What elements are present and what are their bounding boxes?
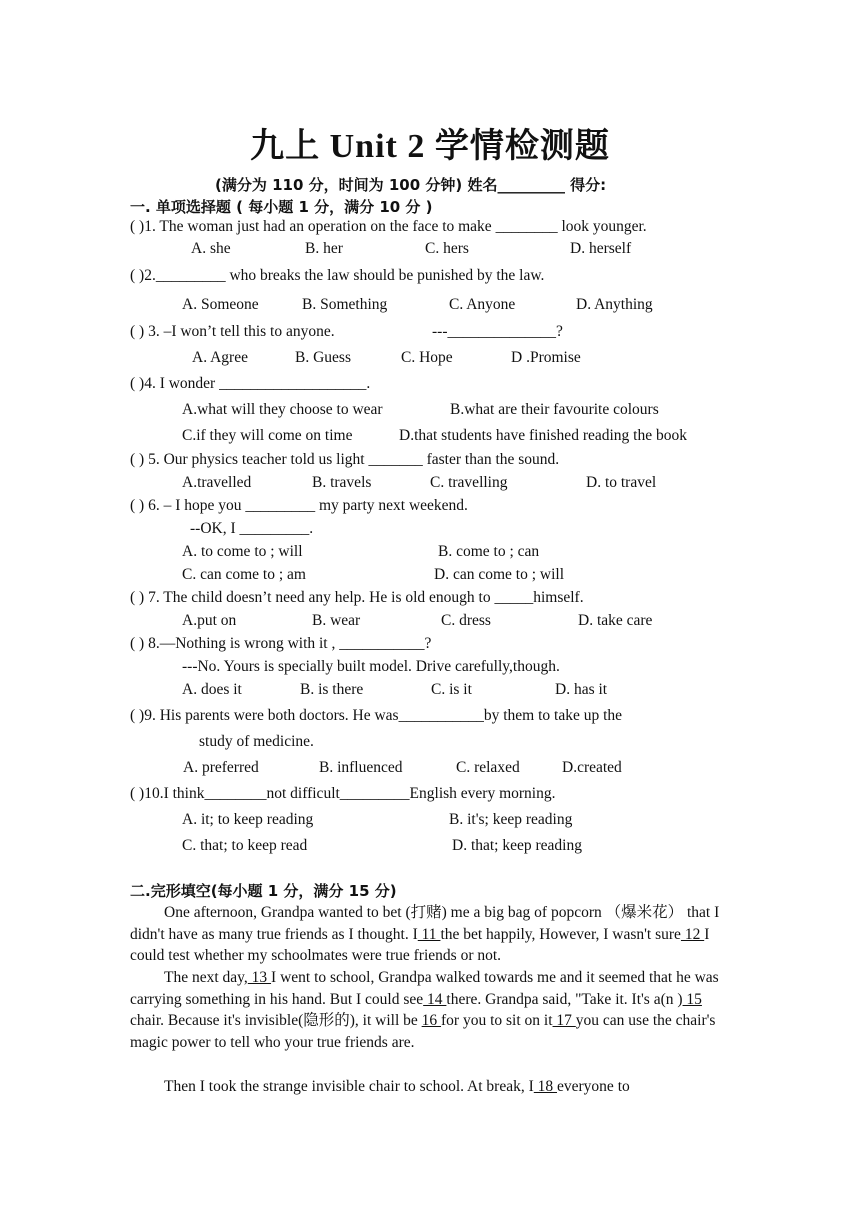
option-b: B. wear	[312, 612, 361, 629]
option-b: B. travels	[312, 474, 372, 491]
option-c: C. Hope	[401, 349, 453, 366]
cloze-paragraph	[130, 1076, 732, 1098]
option-a: A. she	[191, 240, 231, 257]
question-stem: ( ) 7. The child doesn’t need any help. He is old enough to _____himself.	[130, 589, 584, 606]
cloze-text: for you to sit on it	[441, 1012, 553, 1029]
option-d: D. can come to ; will	[434, 566, 564, 583]
page-title: 九上 Unit 2 学情检测题	[250, 128, 610, 165]
option-b: B. Guess	[295, 349, 351, 366]
question-stem: ( ) 3. –I won’t tell this to anyone.	[130, 323, 335, 340]
question-stem: ( )4. I wonder ___________________.	[130, 375, 371, 392]
cloze-text: I could test whether my schoolmates were true friends or not.	[130, 925, 710, 964]
option-b: B. influenced	[319, 759, 403, 776]
option-c: C. travelling	[430, 474, 508, 491]
option-c: C. that; to keep read	[182, 837, 308, 854]
cloze-blank: 16	[421, 1012, 442, 1029]
cloze-paragraph	[130, 902, 732, 967]
question-stem: ( )2._________ who breaks the law should be punished by the law.	[130, 267, 545, 284]
option-a: A. does it	[182, 681, 242, 698]
question-stem: ( ) 5. Our physics teacher told us light _______ faster than the sound.	[130, 451, 560, 468]
option-d: D. take care	[578, 612, 653, 629]
cloze-text: The next day,	[164, 969, 248, 986]
option-a: A. it; to keep reading	[182, 811, 314, 828]
option-b: B. is there	[300, 681, 364, 698]
cloze-text: chair. Because it's invisible(隐形的), it will be	[130, 1012, 422, 1029]
option-b: B. Something	[302, 296, 388, 313]
cloze-blank: 18	[533, 1078, 558, 1095]
cloze-blank: 11	[417, 925, 441, 943]
cloze-text: the bet happily, However, I wasn't sure	[440, 925, 681, 943]
option-c: C.if they will come on time	[182, 427, 353, 444]
option-b: B. her	[305, 240, 343, 257]
cloze-text: Then I took the strange invisible chair to school. At break, I	[164, 1078, 534, 1095]
cloze-paragraph	[130, 967, 732, 1053]
option-c: C. Anyone	[449, 296, 516, 313]
question-stem: ( )10.I think________not difficult_________English every morning.	[130, 785, 556, 802]
question-stem: ( ) 6. – I hope you _________ my party next weekend.	[130, 497, 468, 514]
option-d: D. Anything	[576, 296, 653, 313]
answer-line: ---______________?	[432, 323, 563, 340]
cloze-text: One afternoon, Grandpa wanted to bet (打赌) me a big bag of popcorn （爆米花） that I didn't have as many true friends as I thought. I	[130, 904, 720, 943]
cloze-blank: 15	[682, 990, 702, 1008]
option-a: A.put on	[182, 612, 237, 629]
option-a: A.what will they choose to wear	[182, 401, 383, 418]
option-b: B. it's; keep reading	[449, 811, 573, 828]
option-b: B. come to ; can	[438, 543, 540, 560]
exam-subtitle: (满分为 110 分，时间为 100 分钟) 姓名_________ 得分:	[215, 176, 607, 194]
option-a: A. Someone	[182, 296, 259, 313]
cloze-text: there. Grandpa said, "Take it. It's a(n )	[446, 990, 683, 1008]
option-c: C. relaxed	[456, 759, 520, 776]
cloze-blank: 13	[247, 969, 272, 986]
section-heading-choice: 一. 单项选择题 ( 每小题 1 分，满分 10 分 )	[130, 198, 433, 216]
option-d: D. herself	[570, 240, 632, 257]
option-d: D.created	[562, 759, 622, 776]
question-stem-continued: study of medicine.	[199, 733, 314, 750]
option-d: D. that; keep reading	[452, 837, 582, 854]
option-c: C. can come to ; am	[182, 566, 306, 583]
option-d: D.that students have finished reading the book	[399, 427, 687, 444]
option-c: C. is it	[431, 681, 472, 698]
option-d: D .Promise	[511, 349, 581, 366]
option-b: B.what are their favourite colours	[450, 401, 659, 418]
question-stem: ( ) 8.—Nothing is wrong with it , ___________?	[130, 635, 432, 652]
answer-line: --OK, I _________.	[190, 520, 314, 537]
answer-line: ---No. Yours is specially built model. Drive carefully,though.	[182, 658, 560, 675]
cloze-blank: 12	[680, 925, 705, 943]
option-a: A.travelled	[182, 474, 252, 491]
cloze-text: I went to school, Grandpa walked towards me and it seemed that he was carrying something in his hand. But I could see	[130, 969, 719, 1008]
option-a: A. preferred	[183, 759, 259, 776]
question-stem: ( )9. His parents were both doctors. He was___________by them to take up the	[130, 707, 623, 724]
option-a: A. to come to ; will	[182, 543, 303, 560]
cloze-blank: 14	[423, 990, 447, 1008]
option-c: C. hers	[425, 240, 469, 257]
option-d: D. has it	[555, 681, 608, 698]
option-d: D. to travel	[586, 474, 657, 491]
cloze-blank: 17	[552, 1012, 576, 1029]
cloze-text: you can use the chair's magic power to tell who your true friends are.	[130, 1012, 716, 1051]
cloze-text: everyone to	[557, 1078, 630, 1095]
section-heading-cloze: 二.完形填空(每小题 1 分，满分 15 分)	[130, 882, 397, 900]
question-stem: ( )1. The woman just had an operation on the face to make ________ look younger.	[130, 218, 647, 235]
option-a: A. Agree	[192, 349, 248, 366]
option-c: C. dress	[441, 612, 491, 629]
